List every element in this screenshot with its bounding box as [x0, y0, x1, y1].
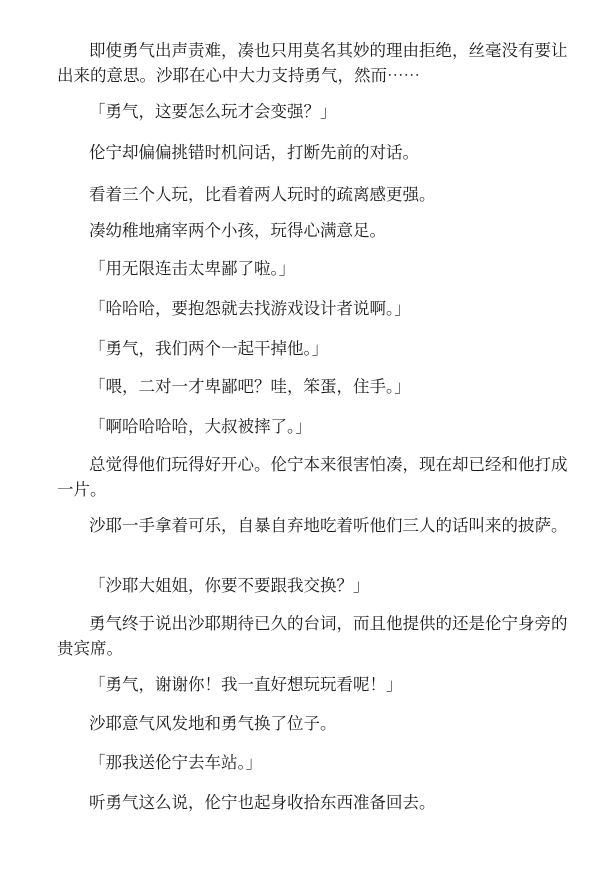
paragraph-narration: 沙耶一手拿着可乐，自暴自弃地吃着听他们三人的话叫来的披萨。	[89, 516, 568, 535]
paragraph-dialogue: 「那我送伦宁去车站。」	[89, 753, 263, 772]
paragraph-dialogue: 「喂，二对一才卑鄙吧？哇，笨蛋，住手。」	[89, 377, 411, 396]
paragraph-dialogue: 「沙耶大姐姐，你要不要跟我交换？」	[89, 576, 370, 595]
paragraph-narration: 勇气终于说出沙耶期待已久的台词，而且他提供的还是伦宁身旁的贵宾席。	[57, 614, 568, 658]
paragraph-dialogue: 「啊哈哈哈哈，大叔被摔了。」	[89, 417, 312, 436]
paragraph-dialogue: 「用无限连击太卑鄙了啦。」	[89, 259, 296, 278]
paragraph-narration: 听勇气这么说，伦宁也起身收拾东西准备回去。	[89, 793, 436, 812]
paragraph-narration: 总觉得他们玩得好开心。伦宁本来很害怕凑，现在却已经和他打成一片。	[57, 455, 568, 499]
paragraph-dialogue: 「哈哈哈，要抱怨就去找游戏设计者说啊。」	[89, 299, 411, 318]
paragraph-narration: 凑幼稚地痛宰两个小孩，玩得心满意足。	[89, 221, 386, 240]
paragraph-narration: 即使勇气出声责难，凑也只用莫名其妙的理由拒绝，丝毫没有要让出来的意思。沙耶在心中大力支持勇气，然而⋯⋯	[57, 41, 568, 85]
paragraph-dialogue: 「勇气，谢谢你！我一直好想玩玩看呢！」	[89, 675, 403, 694]
paragraph-narration: 看着三个人玩，比看着两人玩时的疏离感更强。	[89, 185, 436, 204]
paragraph-dialogue: 「勇气，这要怎么玩才会变强？」	[89, 102, 337, 121]
paragraph-narration: 伦宁却偏偏挑错时机问话，打断先前的对话。	[89, 143, 419, 162]
paragraph-narration: 沙耶意气风发地和勇气换了位子。	[89, 714, 337, 733]
paragraph-dialogue: 「勇气，我们两个一起干掉他。」	[89, 339, 329, 358]
